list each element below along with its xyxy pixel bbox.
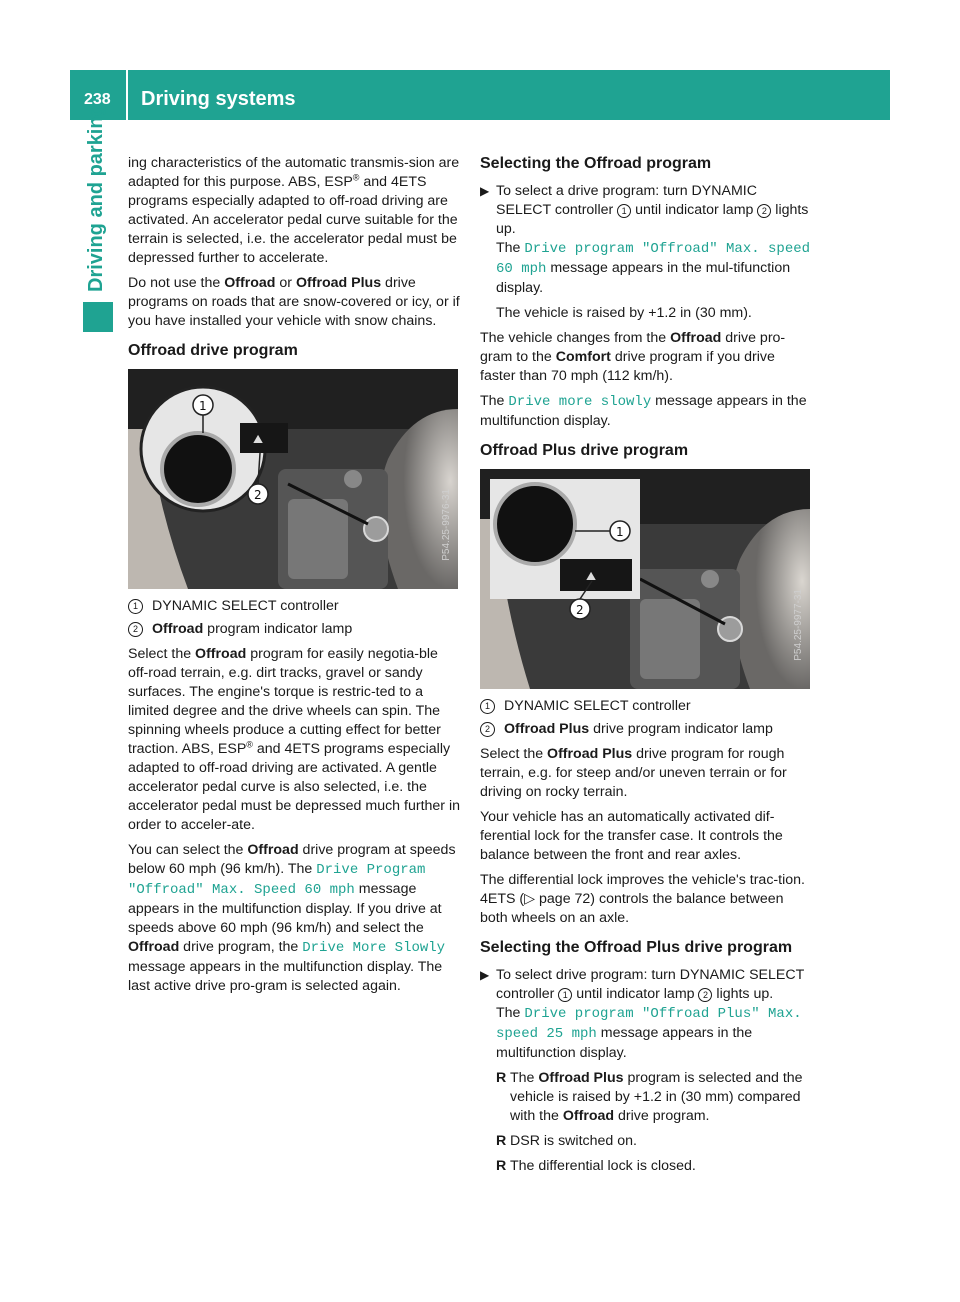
svg-text:2: 2 xyxy=(254,488,262,502)
right-column xyxy=(480,154,812,1182)
step-arrow-icon: ▶ xyxy=(480,968,490,982)
legend-item: 2 Offroad program indicator lamp xyxy=(128,620,460,639)
differential-lock-paragraph: Your vehicle has an automatically activated dif-ferential lock for the transfer case. It controls the balance between the front and rear axles. xyxy=(480,809,783,863)
warning-paragraph: Do not use the Offroad or Offroad Plus drive programs on roads that are snow-covered or icy, or if you have installed your vehicle with snow chains. xyxy=(128,275,460,329)
result-bullet: R The Offroad Plus program is selected and the vehicle is raised by +1.2 in (30 mm) compared with the Offroad drive program. xyxy=(496,1070,803,1124)
svg-text:1: 1 xyxy=(616,525,624,539)
offroad-description: Select the Offroad program for easily negotia-ble off-road terrain, e.g. dirt tracks, gravel or sandy surfaces. The engine's torque is restric-ted to a limited degree and the drive wheels can spin. The spinning wheels produce a cutting effect for better traction. ABS, ESP® and 4ETS programs especially adapted to off-road driving are activated. A gentle accelerator pedal curve is also selected, i.e. the accelerator pedal must be depressed much further in order to acceler-ate. xyxy=(128,646,461,833)
step-arrow-icon: ▶ xyxy=(480,184,490,198)
section-tab-marker xyxy=(83,302,113,332)
chapter-title: Driving systems xyxy=(141,88,296,110)
select-offroad-plus-heading: Selecting the Offroad Plus drive program xyxy=(480,939,793,956)
offroad-plus-controller-photo xyxy=(480,469,810,689)
result-bullet: R The differential lock is closed. xyxy=(496,1158,696,1174)
page-reference-arrow-icon: ▷ xyxy=(524,891,536,907)
legend-item: 1 DYNAMIC SELECT controller xyxy=(128,597,460,616)
svg-text:⛰: ⛰ xyxy=(253,432,264,446)
bullet-icon: R xyxy=(496,1158,507,1174)
photo-reference-code: P54.25-9976-31 xyxy=(441,489,452,561)
offroad-heading: Offroad drive program xyxy=(128,342,298,359)
result-bullet: R DSR is switched on. xyxy=(496,1133,637,1149)
svg-text:1: 1 xyxy=(199,399,207,413)
left-column xyxy=(128,154,460,1002)
offroad-controller-photo xyxy=(128,369,458,589)
svg-text:2: 2 xyxy=(576,603,584,617)
legend-item: 2 Offroad Plus drive program indicator lamp xyxy=(480,720,812,739)
svg-text:⛰: ⛰ xyxy=(586,569,597,583)
offroad-plus-heading: Offroad Plus drive program xyxy=(480,442,689,459)
intro-paragraph: ing characteristics of the automatic transmis-sion are adapted for this purpose. ABS, ESP® and 4ETS programs especially adapted to off-road driving are activated. An accelerator pedal curve suitable for the terrain is selected, i.e. the accelerator pedal must be depressed further to accelerate. xyxy=(128,155,460,266)
section-tab-label: Driving and parking xyxy=(85,104,107,292)
select-offroad-heading: Selecting the Offroad program xyxy=(480,155,712,172)
offroad-plus-description: Select the Offroad Plus drive program for rough terrain, e.g. for steep and/or uneven terrain or for driving on rocky terrain. xyxy=(480,746,787,800)
page-72-link[interactable]: page 72) controls the balance between both wheels on an axle. xyxy=(480,891,784,926)
bullet-icon: R xyxy=(496,1070,507,1086)
photo-reference-code: P54.25-9977-31 xyxy=(793,589,804,661)
instruction-step: ▶ To select a drive program: turn DYNAMIC SELECT controller 1 until indicator lamp 2 lights up. The Drive program "Offroad" Max. speed 60 mph message appears in the mul-tifunction display. The vehicle is raised by +1.2 in (30 mm). xyxy=(480,183,811,321)
legend-item: 1 DYNAMIC SELECT controller xyxy=(480,697,812,716)
bullet-icon: R xyxy=(496,1133,507,1149)
page-number: 238 xyxy=(84,91,111,108)
traction-paragraph: The differential lock improves the vehicle's trac-tion. 4ETS (▷ page 72) controls the balance between both wheels on an axle. xyxy=(480,872,805,926)
instruction-step: ▶ To select drive program: turn DYNAMIC SELECT controller 1 until indicator lamp 2 lights up. The Drive program "Offroad Plus" Max. speed 25 mph message appears in the multifunction display. xyxy=(480,967,805,1061)
drive-slowly-note: The Drive more slowly message appears in the multifunction display. xyxy=(480,393,807,429)
comfort-switch-note: The vehicle changes from the Offroad drive pro-gram to the Comfort drive program if you drive faster than 70 mph (112 km/h). xyxy=(480,330,786,384)
offroad-speed-note: You can select the Offroad drive program at speeds below 60 mph (96 km/h). The Drive Program "Offroad" Max. Speed 60 mph message appears in the multifunction display. If you drive at speeds above 60 mph (96 km/h) and select the Offroad drive program, the Drive More Slowly message appears in the multifunction display. The last active drive pro-gram is selected again. xyxy=(128,842,456,994)
